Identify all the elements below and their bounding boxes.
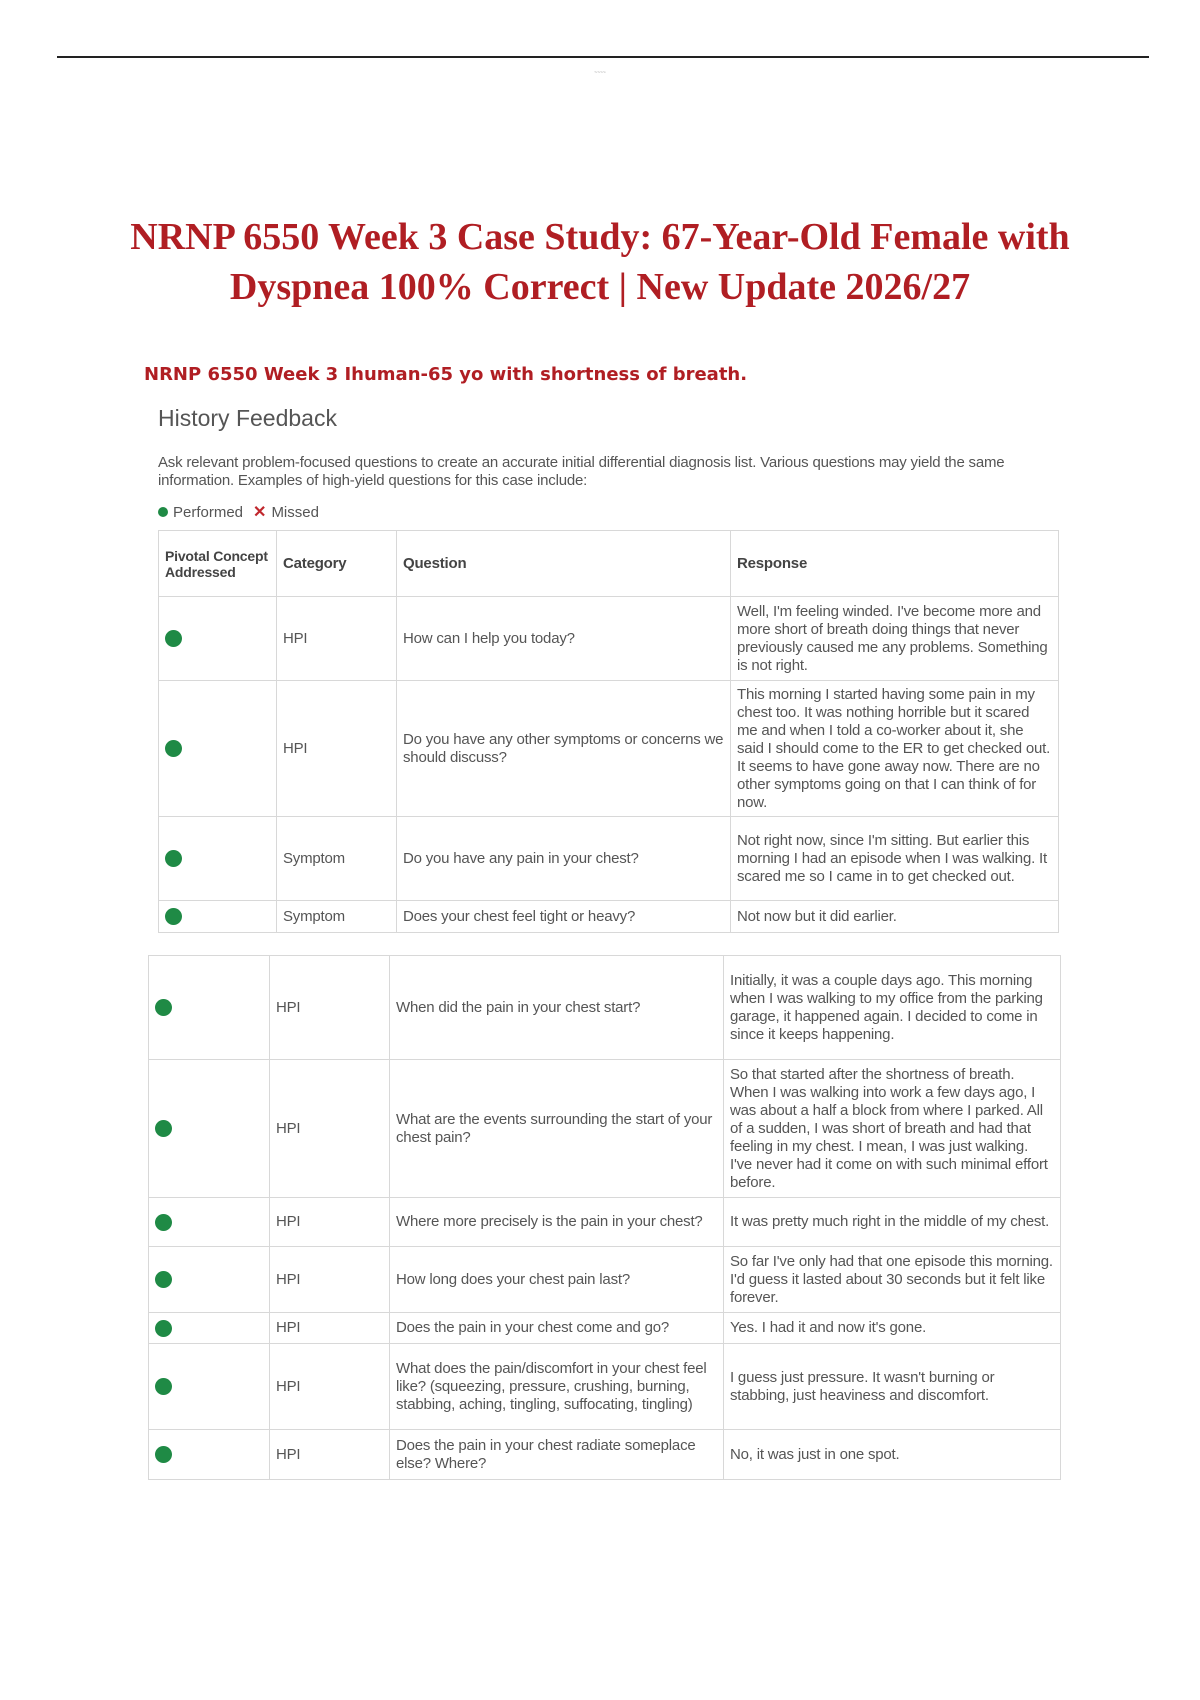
row-category: HPI <box>270 956 390 1060</box>
row-category: HPI <box>270 1313 390 1344</box>
row-question: What are the events surrounding the start of your chest pain? <box>390 1060 724 1198</box>
row-response: So far I've only had that one episode this morning. I'd guess it lasted about 30 seconds but it felt like forever. <box>724 1247 1061 1313</box>
table-row <box>149 1247 1061 1313</box>
legend-performed <box>158 504 243 521</box>
row-response: Well, I'm feeling winded. I've become more and more short of breath doing things that never previously caused me any problems. Something is not right. <box>731 597 1059 681</box>
row-question: How long does your chest pain last? <box>390 1247 724 1313</box>
table-row <box>149 1430 1061 1480</box>
missed-x-icon: ✕ <box>253 504 267 521</box>
legend-missed-label: Missed <box>271 503 319 521</box>
header-response: Response <box>731 531 1059 597</box>
performed-dot-icon <box>155 1320 172 1337</box>
table-row <box>149 956 1061 1060</box>
table-row <box>159 681 1059 817</box>
row-response: Initially, it was a couple days ago. This morning when I was walking to my office from the parking garage, it happened again. I decided to come in since it keeps happening. <box>724 956 1061 1060</box>
table-row <box>159 817 1059 901</box>
row-question: Does the pain in your chest come and go? <box>390 1313 724 1344</box>
row-question: When did the pain in your chest start? <box>390 956 724 1060</box>
row-question: What does the pain/discomfort in your chest feel like? (squeezing, pressure, crushing, burning, stabbing, aching, tingling, suffocating, tingling) <box>390 1344 724 1430</box>
performed-dot-icon <box>155 1378 172 1395</box>
row-question: Does your chest feel tight or heavy? <box>397 901 731 933</box>
legend <box>158 502 1058 522</box>
header-pivotal: Pivotal Concept Addressed <box>159 531 277 597</box>
row-response: Yes. I had it and now it's gone. <box>724 1313 1061 1344</box>
row-category: HPI <box>270 1247 390 1313</box>
table-row <box>149 1060 1061 1198</box>
table-row <box>149 1313 1061 1344</box>
row-response: Not now but it did earlier. <box>731 901 1059 933</box>
row-category: HPI <box>277 681 397 817</box>
row-category: HPI <box>270 1060 390 1198</box>
row-response: No, it was just in one spot. <box>724 1430 1061 1480</box>
document-title: NRNP 6550 Week 3 Case Study: 67-Year-Old Female with Dyspnea 100% Correct | New Update 2026/27 <box>130 216 1070 308</box>
row-category: Symptom <box>277 817 397 901</box>
performed-dot-icon <box>165 740 182 757</box>
performed-dot-icon <box>165 630 182 647</box>
row-response: I guess just pressure. It wasn't burning or stabbing, just heaviness and discomfort. <box>724 1344 1061 1430</box>
performed-dot-icon <box>155 999 172 1016</box>
row-category: Symptom <box>277 901 397 933</box>
document-subtitle: NRNP 6550 Week 3 Ihuman-65 yo with shortness of breath. <box>144 364 748 385</box>
performed-dot-icon <box>155 1120 172 1137</box>
history-table-1 <box>158 530 1059 933</box>
performed-dot-icon <box>165 850 182 867</box>
row-response: This morning I started having some pain in my chest too. It was nothing horrible but it scared me and when I told a co-worker about it, she said I should come to the ER to get checked out. It seems to have gone away now. There are no other symptoms going on that I can think of for now. <box>731 681 1059 817</box>
row-question: How can I help you today? <box>397 597 731 681</box>
performed-dot-icon <box>165 908 182 925</box>
legend-performed-label: Performed <box>173 503 244 521</box>
header-mark: ~~~~ <box>594 70 606 76</box>
row-category: HPI <box>270 1344 390 1430</box>
performed-dot-icon <box>155 1271 172 1288</box>
row-category: HPI <box>277 597 397 681</box>
row-question: Do you have any pain in your chest? <box>397 817 731 901</box>
table-row <box>149 1198 1061 1247</box>
section-heading: History Feedback <box>158 405 337 431</box>
intro-text: Ask relevant problem-focused questions to create an accurate initial differential diagnosis list. Various questions may yield the same information. Examples of high-yield questions for this case include: <box>158 454 1005 489</box>
performed-dot-icon <box>155 1446 172 1463</box>
legend-missed <box>253 502 319 522</box>
history-feedback-section <box>158 405 1058 522</box>
performed-dot-icon <box>158 507 168 517</box>
row-response: Not right now, since I'm sitting. But earlier this morning I had an episode when I was walking. It scared me so I came in to get checked out. <box>731 817 1059 901</box>
row-question: Do you have any other symptoms or concerns we should discuss? <box>397 681 731 817</box>
row-response: So that started after the shortness of breath. When I was walking into work a few days ago, I was about a half a block from where I parked. All of a sudden, I was short of breath and had that feeling in my chest. I mean, I was just walking. I've never had it come on with such minimal effort before. <box>724 1060 1061 1198</box>
performed-dot-icon <box>155 1214 172 1231</box>
table-row <box>159 901 1059 933</box>
row-question: Where more precisely is the pain in your chest? <box>390 1198 724 1247</box>
row-response: It was pretty much right in the middle of my chest. <box>724 1198 1061 1247</box>
row-category: HPI <box>270 1198 390 1247</box>
header-category: Category <box>277 531 397 597</box>
top-rule <box>57 56 1149 58</box>
table-row <box>149 1344 1061 1430</box>
table-row <box>159 597 1059 681</box>
row-category: HPI <box>270 1430 390 1480</box>
history-table-2 <box>148 955 1061 1480</box>
row-question: Does the pain in your chest radiate someplace else? Where? <box>390 1430 724 1480</box>
header-question: Question <box>397 531 731 597</box>
